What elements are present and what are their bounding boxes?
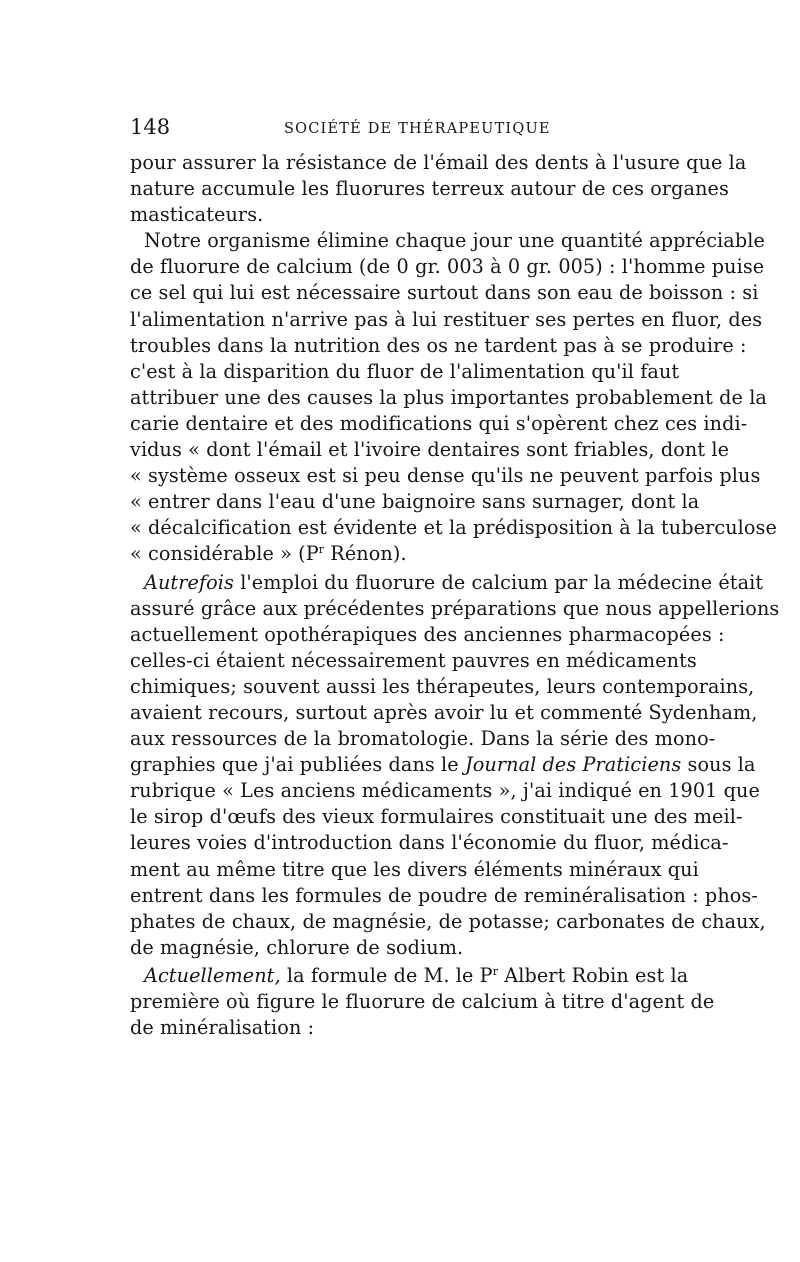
text-line — [130, 570, 764, 596]
text-line: attribuer une des causes la plus importantes probablement de la — [130, 385, 767, 409]
text-line: de magnésie, chlorure de sodium. — [130, 935, 464, 959]
text-line: première où figure le fluorure de calcium à titre d'agent de — [130, 990, 715, 1013]
text-fragment: la formule de M. le P — [280, 963, 493, 987]
paragraph-1 — [130, 150, 747, 228]
text-line: carie dentaire et des modifications qui s'opèrent chez ces indi- — [130, 411, 748, 435]
text-line: celles-ci étaient nécessairement pauvres en médicaments — [130, 648, 697, 672]
text-line: de fluorure de calcium (de 0 gr. 003 à 0 gr. 005) : l'homme puise — [130, 255, 765, 279]
text-line: nature accumule les fluorures terreux autour de ces organes — [130, 177, 729, 201]
text-line: chimiques; souvent aussi les thérapeutes, leurs contemporains, — [130, 674, 755, 698]
paragraph-4 — [130, 963, 715, 1041]
text-line: aux ressources de la bromatologie. Dans la série des mono- — [130, 727, 716, 751]
paragraph-3 — [130, 570, 780, 961]
text-line: troubles dans la nutrition des os ne tardent pas à se produire : — [130, 333, 747, 357]
text-line: vidus « dont l'émail et l'ivoire dentaires sont friables, dont le — [130, 438, 730, 462]
text-line: c'est à la disparition du fluor de l'alimentation qu'il faut — [130, 359, 680, 383]
text-line — [130, 752, 756, 778]
text-fragment: « considérable » (P — [130, 542, 319, 566]
text-line: ce sel qui lui est nécessaire surtout dans son eau de boisson : si — [130, 281, 759, 305]
text-line: actuellement opothérapiques des anciennes pharmacopées : — [130, 622, 725, 646]
paragraph-2 — [130, 228, 777, 567]
text-line — [130, 541, 678, 567]
text-fragment: l'emploi du fluorure de calcium par la médecine était — [234, 570, 764, 594]
text-fragment: Rénon). — [324, 542, 407, 566]
text-line: l'alimentation n'arrive pas à lui restituer ses pertes en fluor, des — [130, 307, 763, 331]
page-header — [130, 112, 678, 142]
text-line: le sirop d'œufs des vieux formulaires constituait une des meil- — [130, 805, 743, 829]
running-head: SOCIÉTÉ DE THÉRAPEUTIQUE — [284, 121, 551, 137]
text-line: phates de chaux, de magnésie, de potasse; carbonates de chaux, — [130, 909, 766, 933]
text-line: leures voies d'introduction dans l'économie du fluor, médica- — [130, 831, 729, 855]
superscript: r — [318, 543, 325, 557]
text-line: « système osseux est si peu dense qu'ils ne peuvent parfois plus — [130, 464, 761, 488]
text-line: Notre organisme élimine chaque jour une quantité appréciable — [144, 229, 765, 253]
journal-title: Journal des Praticiens — [464, 753, 682, 777]
text-line: « décalcification est évidente et la prédisposition à la tuberculose — [130, 516, 777, 540]
text-fragment: sous la — [681, 753, 756, 777]
italic-lead: Actuellement, — [144, 963, 281, 987]
superscript: r — [492, 964, 499, 978]
text-line: entrent dans les formules de poudre de reminéralisation : phos- — [130, 883, 758, 907]
text-line: « entrer dans l'eau d'une baignoire sans surnager, dont la — [130, 490, 700, 514]
text-line: masticateurs. — [130, 203, 264, 227]
text-line: assuré grâce aux précédentes préparations que nous appellerions — [130, 596, 780, 620]
text-fragment: Albert Robin est la — [498, 963, 689, 987]
italic-lead: Autrefois — [144, 570, 234, 594]
text-line: de minéralisation : — [130, 1016, 315, 1040]
book-page — [130, 112, 780, 1041]
text-line: rubrique « Les anciens médicaments », j'ai indiqué en 1901 que — [130, 779, 760, 803]
text-line: avaient recours, surtout après avoir lu et commenté Sydenham, — [130, 700, 758, 724]
text-line: pour assurer la résistance de l'émail des dents à l'usure que la — [130, 151, 747, 174]
body-text — [130, 150, 780, 1041]
text-fragment: graphies que j'ai publiées dans le — [130, 753, 465, 777]
page-number: 148 — [130, 115, 171, 139]
text-line: ment au même titre que les divers éléments minéraux qui — [130, 857, 699, 881]
text-line — [130, 963, 689, 989]
